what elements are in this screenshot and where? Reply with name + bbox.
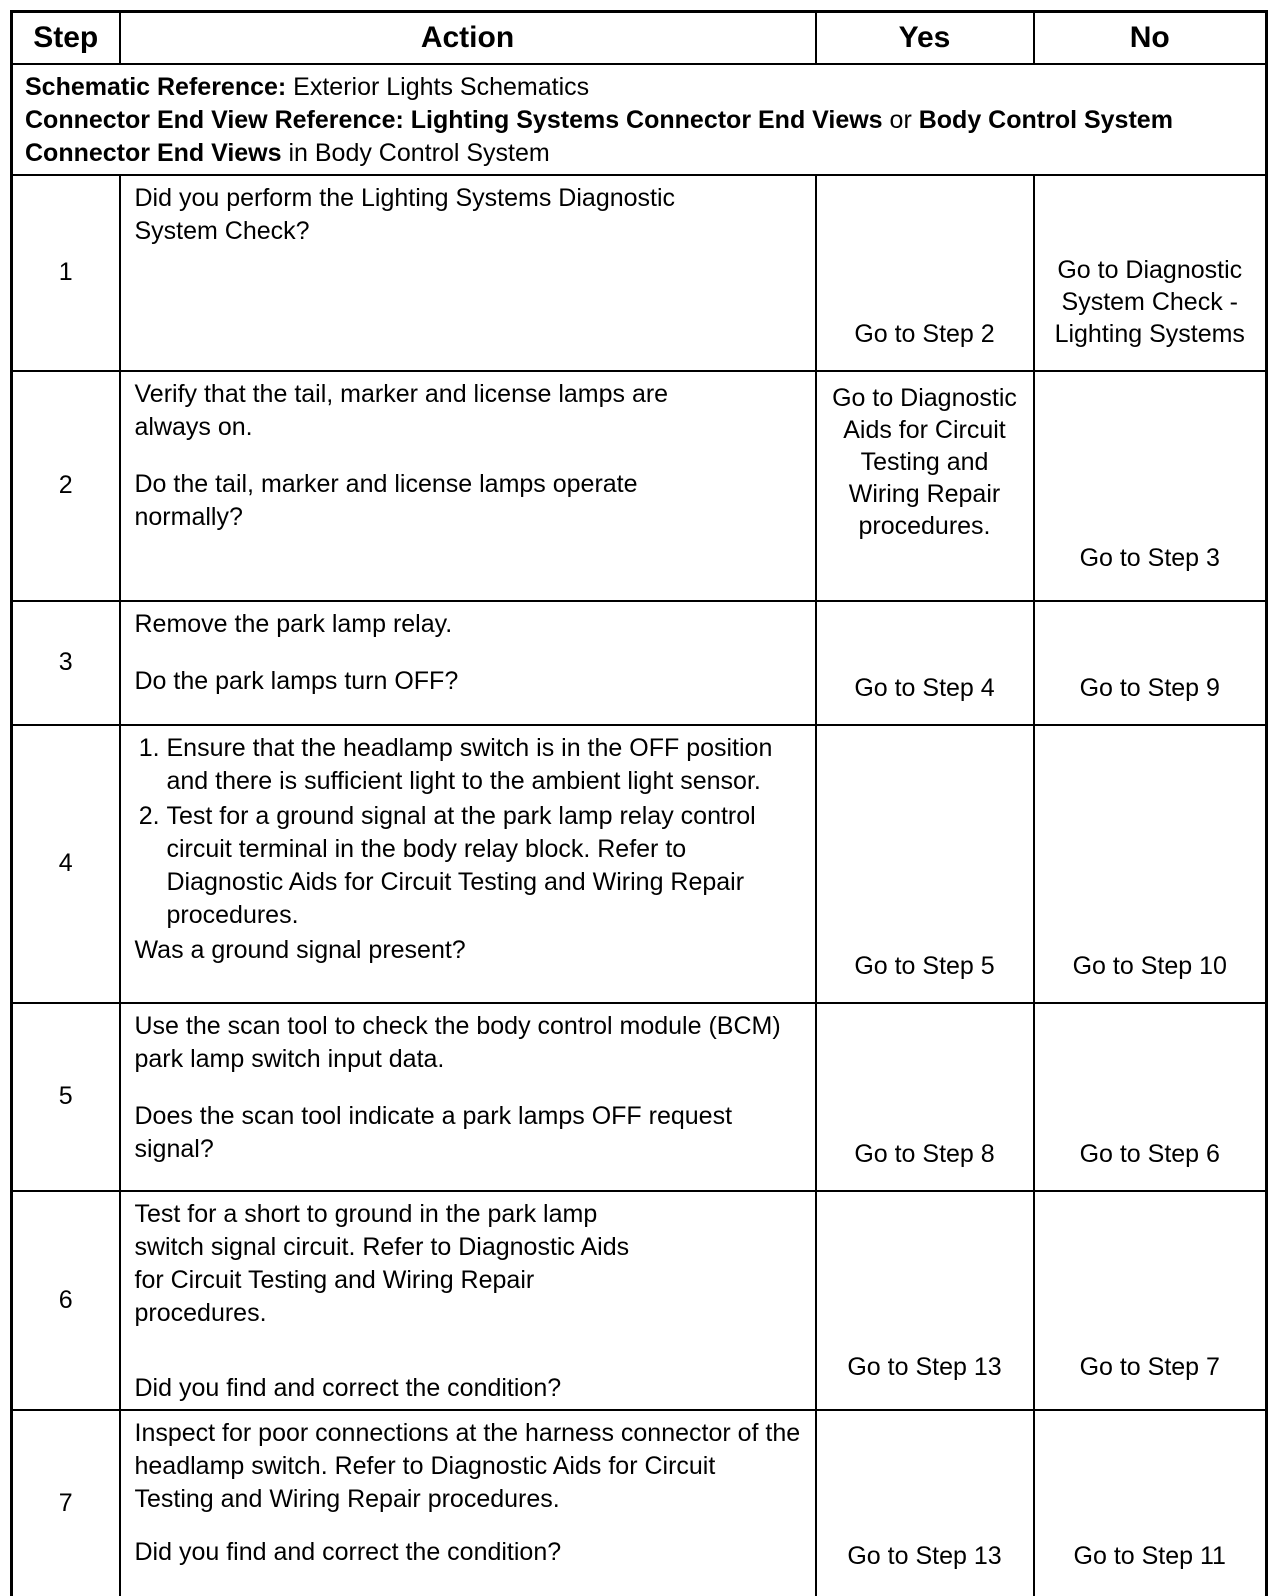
schematic-reference-value: Exterior Lights Schematics [286, 72, 590, 101]
no-cell: Go to Step 9 [1034, 601, 1267, 725]
step-number: 7 [12, 1410, 120, 1596]
action-question: Do the park lamps turn OFF? [134, 666, 459, 695]
schematic-reference-label: Schematic Reference: [25, 72, 287, 101]
table-row [12, 601, 1267, 725]
step-number: 5 [12, 1003, 120, 1191]
action-question: Did you find and correct the condition? [134, 1537, 562, 1566]
no-cell: Go to Step 10 [1034, 725, 1267, 1003]
yes-cell: Go to Step 13 [816, 1410, 1034, 1596]
action-question: Did you find and correct the condition? [134, 1373, 562, 1402]
reference-row [12, 64, 1267, 175]
action-cell [120, 371, 816, 601]
step-number: 1 [12, 175, 120, 371]
yes-cell: Go to Step 2 [816, 175, 1034, 371]
table-row [12, 175, 1267, 371]
no-cell: Go to Step 3 [1034, 371, 1267, 601]
action-text: Remove the park lamp relay. [134, 609, 453, 638]
action-question: Was a ground signal present? [134, 935, 466, 964]
yes-text: Go to Diagnostic Aids for Circuit Testing and Wiring Repair procedures. [832, 383, 1017, 540]
step-number: 4 [12, 725, 120, 1003]
action-cell [120, 1191, 816, 1410]
no-text: Go to Diagnostic System Check - Lighting Systems [1054, 255, 1245, 348]
yes-cell: Go to Step 4 [816, 601, 1034, 725]
action-steps-list [135, 732, 801, 932]
step-number: 6 [12, 1191, 120, 1410]
action-step-item: 1. Ensure that the headlamp switch is in the OFF position and there is sufficient light to the ambient light sensor. [167, 732, 801, 798]
action-question: Does the scan tool indicate a park lamps OFF request signal? [134, 1101, 733, 1163]
action-cell [120, 1003, 816, 1191]
spacer [135, 1516, 801, 1536]
header-action: Action [120, 12, 816, 64]
action-cell [120, 175, 816, 371]
step-number: 2 [12, 371, 120, 601]
connector-reference [25, 104, 1253, 170]
table-row [12, 1191, 1267, 1410]
yes-cell: Go to Step 8 [816, 1003, 1034, 1191]
connector-reference-in: in Body Control System [281, 138, 550, 167]
table-header-row [12, 12, 1267, 64]
yes-cell: Go to Step 13 [816, 1191, 1034, 1410]
spacer [135, 444, 801, 468]
no-cell: Go to Step 7 [1034, 1191, 1267, 1410]
action-cell [120, 1410, 816, 1596]
table-row [12, 371, 1267, 601]
action-text: Did you perform the Lighting Systems Diagnostic System Check? [134, 183, 676, 245]
spacer [135, 641, 801, 665]
action-step-item: 2. Test for a ground signal at the park lamp relay control circuit terminal in the body relay block. Refer to Diagnostic Aids for Circuit Testing and Wiring Repair procedures. [167, 800, 801, 932]
header-no: No [1034, 12, 1267, 64]
body-control-reference: Body Control System Connector End Views [25, 105, 1173, 167]
reference-cell [12, 64, 1267, 175]
action-question: Do the tail, marker and license lamps operate normally? [134, 469, 638, 531]
no-cell: Go to Step 6 [1034, 1003, 1267, 1191]
header-step: Step [12, 12, 120, 64]
no-cell: Go to Step 11 [1034, 1410, 1267, 1596]
action-text: Test for a short to ground in the park lamp switch signal circuit. Refer to Diagnostic Aids for Circuit Testing and Wiring Repair procedures. [134, 1199, 630, 1327]
connector-reference-label: Connector End View Reference: Lighting Systems Connector End Views [25, 105, 883, 134]
action-text: Verify that the tail, marker and license lamps are always on. [134, 379, 669, 441]
table-row [12, 1003, 1267, 1191]
step-number: 3 [12, 601, 120, 725]
no-cell [1034, 175, 1267, 371]
spacer [135, 1330, 801, 1372]
table-row [12, 725, 1267, 1003]
yes-cell [816, 371, 1034, 601]
diagnostic-table [10, 10, 1268, 1596]
action-text: Use the scan tool to check the body control module (BCM) park lamp switch input data. [134, 1011, 781, 1073]
schematic-reference [25, 71, 1253, 104]
header-yes: Yes [816, 12, 1034, 64]
action-cell [120, 601, 816, 725]
action-text: Inspect for poor connections at the harness connector of the headlamp switch. Refer to Diagnostic Aids for Circuit Testing and Wiring Repair procedures. [134, 1418, 801, 1513]
action-cell [120, 725, 816, 1003]
spacer [135, 1076, 801, 1100]
connector-reference-or: or [882, 105, 919, 134]
table-row [12, 1410, 1267, 1596]
yes-cell: Go to Step 5 [816, 725, 1034, 1003]
